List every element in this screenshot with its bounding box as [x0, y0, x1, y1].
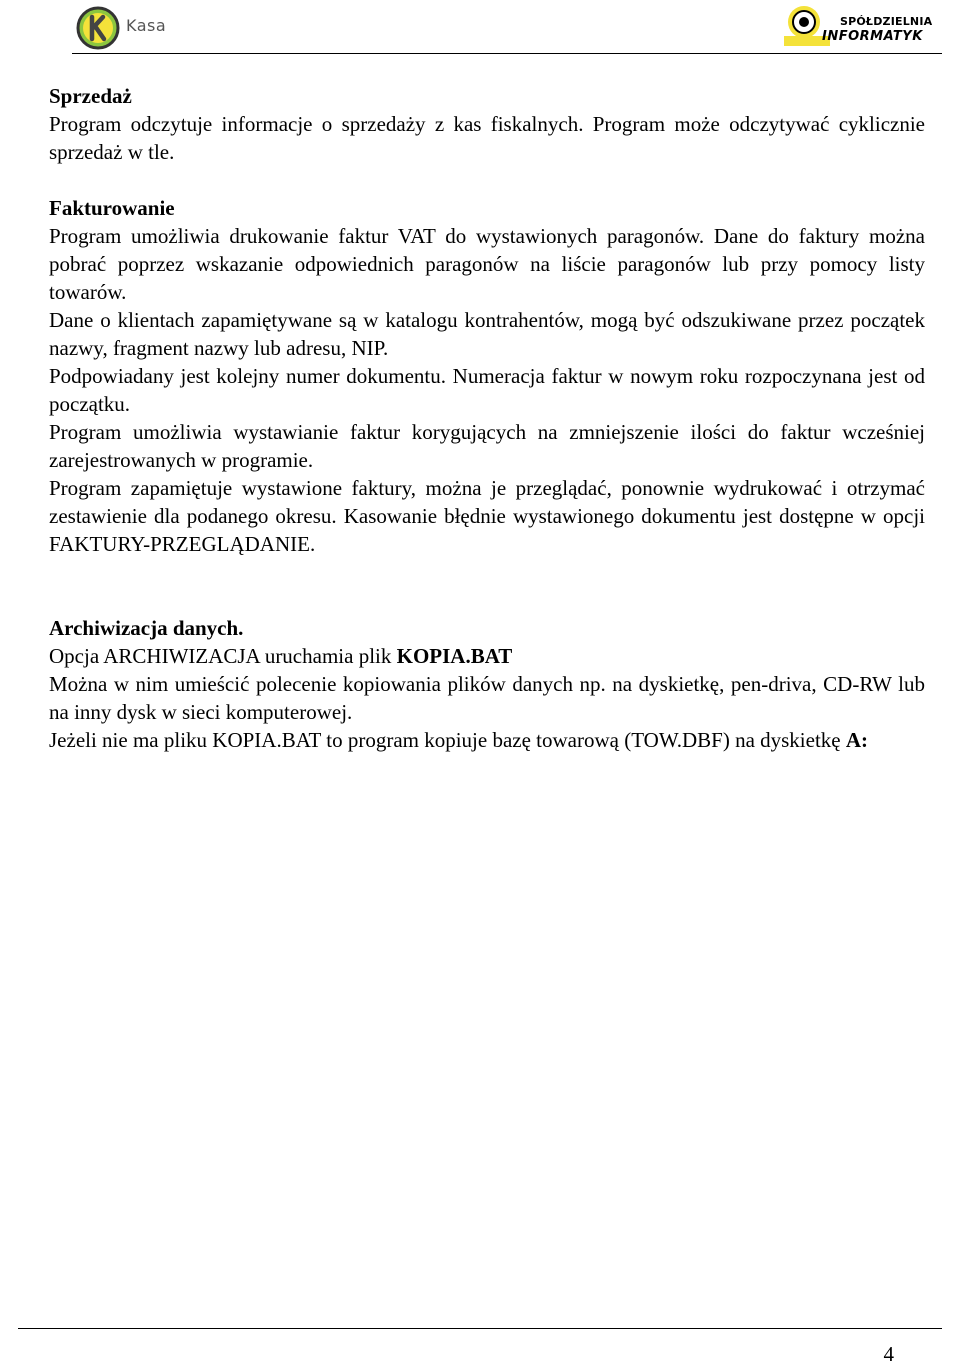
- paragraph: Program odczytuje informacje o sprzedaży z kas fiskalnych. Program może odczytywać cyklicznie sprzedaż w tle.: [49, 112, 925, 164]
- section-title-sprzedaz: Sprzedaż: [49, 84, 132, 108]
- section-title-fakturowanie: Fakturowanie: [49, 196, 175, 220]
- bold-filename: KOPIA.BAT: [396, 644, 513, 668]
- paragraph: Program umożliwia wystawianie faktur korygujących na zmniejszenie ilości do faktur wcześniej zarejestrowanych w programie.: [49, 420, 925, 472]
- text-run: Opcja ARCHIWIZACJA uruchamia plik: [49, 644, 397, 668]
- paragraph: Program zapamiętuje wystawione faktury, można je przeglądać, ponownie wydrukować i otrzymać zestawienie dla podanego okresu. Kasowanie błędnie wystawionego dokumentu jest dostępne w opcji FAKTURY-PRZEGLĄDANIE.: [49, 476, 925, 556]
- page-header: [0, 0, 960, 56]
- page-number: 4: [883, 1342, 894, 1366]
- header-divider: [72, 53, 942, 54]
- kasa-logo-icon: [76, 6, 122, 50]
- paragraph: Podpowiadany jest kolejny numer dokumentu. Numeracja faktur w nowym roku rozpoczynana jest od początku.: [49, 364, 925, 416]
- bold-drive-letter: A:: [845, 728, 869, 752]
- document-body: [49, 82, 925, 754]
- paragraph: Program umożliwia drukowanie faktur VAT do wystawionych paragonów. Dane do faktury można pobrać poprzez wskazanie odpowiednich paragonów na liście paragonów lub przy pomocy listy towarów.: [49, 224, 925, 304]
- spacer: [49, 558, 925, 614]
- informatyk-logo: [782, 2, 933, 50]
- logo-bottom-label: INFORMATYK: [822, 29, 923, 44]
- paragraph: Dane o klientach zapamiętywane są w katalogu kontrahentów, mogą być odszukiwane przez początek nazwy, fragment nazwy lub adresu, NIP.: [49, 308, 925, 360]
- logo-label: Kasa: [126, 16, 167, 35]
- section-title-archiwizacja: Archiwizacja danych.: [49, 616, 244, 640]
- paragraph: Można w nim umieścić polecenie kopiowania plików danych np. na dyskietkę, pen-driva, CD-RW lub na inny dysk w sieci komputerowej.: [49, 672, 925, 724]
- paragraph: [49, 726, 925, 754]
- spacer: [49, 166, 925, 194]
- kasa-logo: [76, 6, 186, 50]
- logo-top-label: SPÓŁDZIELNIA: [840, 15, 933, 28]
- text-run: Jeżeli nie ma pliku KOPIA.BAT to program kopiuje bazę towarową (TOW.DBF) na dyskietkę: [49, 728, 846, 752]
- footer-divider: [18, 1328, 942, 1329]
- paragraph: [49, 642, 925, 670]
